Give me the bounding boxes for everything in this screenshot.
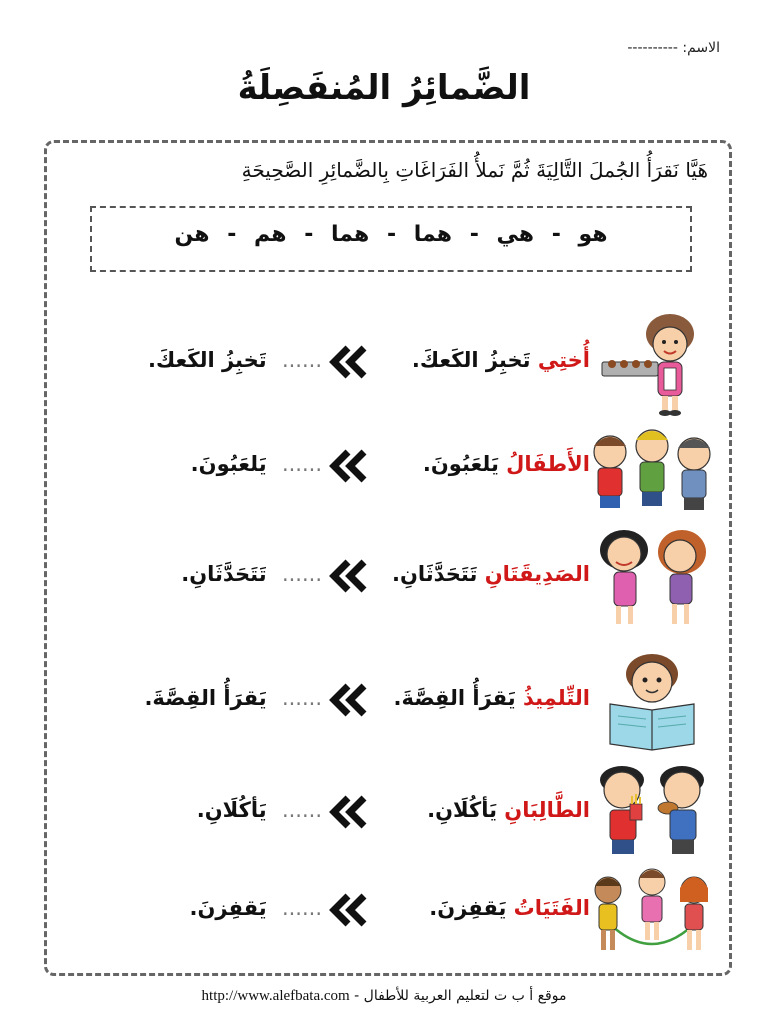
pronoun-blank[interactable]: ...... (281, 896, 322, 920)
word-bank (92, 222, 690, 247)
exercise-row (0, 524, 768, 634)
double-chevron-left-icon (328, 448, 372, 484)
answer-predicate: يَقرَأُ القِصَّةَ. (144, 686, 267, 710)
answer-predicate: يَلعَبُونَ. (190, 452, 267, 476)
sentence (423, 452, 590, 476)
sentence (412, 348, 590, 372)
answer-line (100, 348, 322, 372)
double-chevron-left-icon (328, 892, 372, 928)
answer-predicate: تَخبِزُ الكَعكَ. (147, 348, 267, 372)
word-bank-separator: - (386, 222, 397, 247)
pronoun-blank[interactable]: ...... (281, 798, 322, 822)
boy-reading-book-icon (588, 648, 716, 756)
name-line (627, 40, 720, 56)
pronoun-blank[interactable]: ...... (281, 452, 322, 476)
answer-line (100, 798, 322, 822)
sentence (393, 686, 590, 710)
answer-line (100, 452, 322, 476)
double-chevron-left-icon (328, 558, 372, 594)
three-boys-playing-icon (588, 414, 716, 522)
name-blank[interactable]: ---------- (627, 40, 678, 56)
word-bank-item: هما (331, 222, 370, 247)
footer-site-text: موقع أ ب ت لتعليم العربية للأطفال - (354, 988, 567, 1004)
exercise-row (0, 648, 768, 758)
exercise-row (0, 414, 768, 524)
word-bank-item: هما (413, 222, 453, 247)
sentence-predicate: يَأكُلَانِ. (427, 798, 497, 822)
sentence-subject: الأَطفَالُ (506, 452, 590, 476)
two-boys-eating-icon (588, 760, 716, 868)
sentence-predicate: يَقفِزنَ. (429, 896, 507, 920)
word-bank-item: هم (254, 222, 287, 247)
page-title: الضَّمائِرُ المُنفَصِلَةُ (237, 68, 531, 108)
name-label: الاسم: (682, 40, 720, 56)
answer-line (100, 562, 322, 586)
sentence-subject: الصَدِيقَتَانِ (484, 562, 590, 586)
exercise-row (0, 310, 768, 420)
sentence-subject: الفَتَيَاتُ (513, 896, 590, 920)
sentence-predicate: تَتَحَدَّثَانِ. (391, 562, 478, 586)
double-chevron-left-icon (328, 682, 372, 718)
three-girls-jumping-rope-icon (588, 858, 716, 966)
answer-line (100, 896, 322, 920)
footer-url[interactable]: http://www.alefbata.com (201, 988, 350, 1004)
word-bank-separator: - (469, 222, 479, 247)
sentence-subject: التِّلمِيذُ (522, 686, 590, 710)
sentence-predicate: تَخبِزُ الكَعكَ. (411, 348, 531, 372)
pronoun-blank[interactable]: ...... (281, 562, 322, 586)
sentence (429, 896, 590, 920)
double-chevron-left-icon (328, 794, 372, 830)
answer-predicate: يَأكُلَانِ. (196, 798, 267, 822)
word-bank-item: هو (578, 222, 608, 247)
sentence-predicate: يَلعَبُونَ. (422, 452, 499, 476)
exercise-row (0, 858, 768, 968)
two-girls-talking-icon (588, 524, 716, 632)
word-bank-item: هن (174, 222, 210, 247)
word-bank-separator: - (227, 222, 237, 247)
answer-predicate: تَتَحَدَّثَانِ. (181, 562, 267, 586)
sentence (427, 798, 590, 822)
word-bank-item: هي (496, 222, 535, 247)
girl-baking-cookies-icon (588, 310, 716, 418)
answer-predicate: يَقفِزنَ. (189, 896, 267, 920)
answer-line (100, 686, 322, 710)
sentence-subject: أُختِي (537, 348, 590, 372)
word-bank-separator: - (304, 222, 314, 247)
word-bank-separator: - (551, 222, 561, 247)
exercise-row (0, 760, 768, 870)
sentence-predicate: يَقرَأُ القِصَّةَ. (393, 686, 516, 710)
footer (0, 988, 768, 1005)
pronoun-blank[interactable]: ...... (281, 686, 322, 710)
double-chevron-left-icon (328, 344, 372, 380)
instruction-text: هَيَّا نَقرَأُ الجُملَ التَّالِيَةَ ثُمَّ نَملأُ الفَرَاغَاتِ بِالضَّمائِرِ الصَّحِيحَةِ (241, 158, 708, 182)
sentence (392, 562, 590, 586)
pronoun-blank[interactable]: ...... (281, 348, 322, 372)
sentence-subject: الطَّالِبَانِ (504, 798, 590, 822)
